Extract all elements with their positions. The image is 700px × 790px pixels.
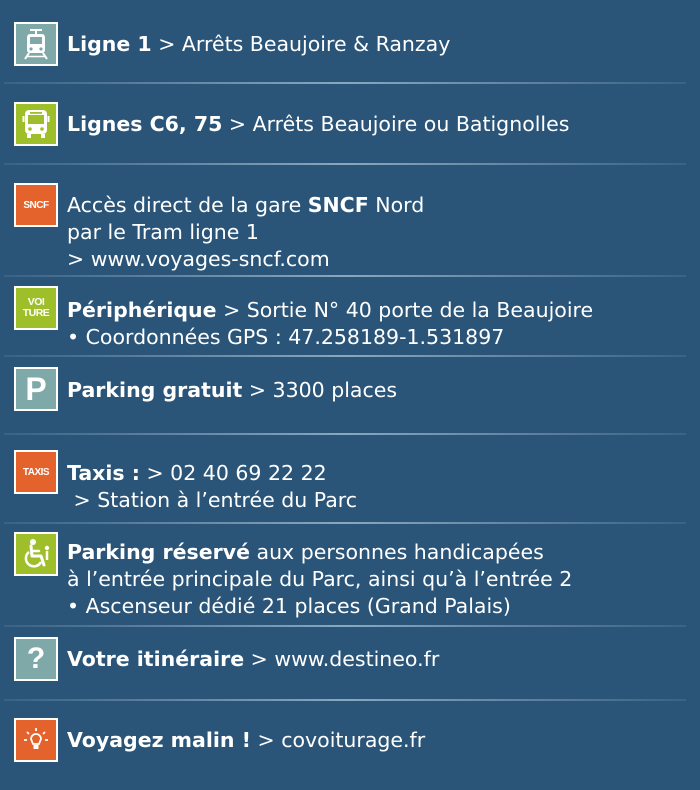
- info-text: [67, 539, 692, 620]
- separator: [4, 163, 686, 165]
- info-title: Ligne 1: [67, 32, 152, 56]
- info-text: [67, 727, 692, 754]
- info-row-taxi: [14, 450, 692, 512]
- wheelchair-icon: [14, 532, 58, 576]
- info-link[interactable]: > covoiturage.fr: [251, 728, 426, 752]
- car-label-1: VOI: [27, 296, 45, 308]
- separator: [4, 522, 686, 524]
- info-text: [67, 31, 692, 58]
- info-detail: à l’entrée principale du Parc, ainsi qu’à l’entrée 2: [67, 567, 573, 591]
- info-title: Périphérique: [67, 298, 217, 322]
- info-title: Parking réservé: [67, 540, 250, 564]
- info-row-bus: [14, 102, 692, 146]
- info-title: Parking gratuit: [67, 378, 243, 402]
- taxi-icon: [14, 450, 58, 494]
- info-detail: > Arrêts Beaujoire & Ranzay: [151, 32, 451, 56]
- sncf-icon: [14, 183, 58, 227]
- info-text: [67, 297, 692, 351]
- info-title: SNCF: [307, 193, 369, 217]
- info-link[interactable]: > www.voyages-sncf.com: [67, 247, 330, 271]
- info-row-accessibility: [14, 532, 692, 618]
- info-title: Taxis :: [67, 461, 140, 485]
- info-detail: > 02 40 69 22 22: [139, 461, 327, 485]
- lightbulb-icon: [14, 718, 58, 762]
- info-detail: > Arrêts Beaujoire ou Batignolles: [222, 112, 570, 136]
- info-text: [67, 646, 692, 673]
- info-detail: > 3300 places: [242, 378, 398, 402]
- info-title: Lignes C6, 75: [67, 112, 223, 136]
- info-detail: • Ascenseur dédié 21 places (Grand Palais): [67, 594, 511, 618]
- info-title: Votre itinéraire: [67, 647, 245, 671]
- separator: [4, 433, 686, 435]
- info-link[interactable]: > www.destineo.fr: [244, 647, 440, 671]
- sncf-logo-text: SNCF: [23, 199, 49, 211]
- car-label-2: TURE: [22, 307, 50, 319]
- info-detail: aux personnes handicapées: [249, 540, 544, 564]
- info-row-parking: [14, 367, 692, 411]
- info-row-car: [14, 286, 692, 349]
- bus-icon: [14, 102, 58, 146]
- info-detail: > Sortie N° 40 porte de la Beaujoire: [216, 298, 594, 322]
- info-title: Voyagez malin !: [67, 728, 251, 752]
- separator: [4, 275, 686, 277]
- info-row-itinerary: [14, 637, 692, 681]
- tram-icon: [14, 22, 58, 66]
- info-text: [67, 192, 692, 273]
- info-detail: Nord: [368, 193, 425, 217]
- separator: [4, 699, 686, 701]
- info-detail: par le Tram ligne 1: [67, 220, 259, 244]
- question-mark: ?: [26, 642, 46, 675]
- separator: [4, 82, 686, 84]
- info-detail: > Station à l’entrée du Parc: [67, 488, 358, 512]
- info-detail: • Coordonnées GPS : 47.258189-1.531897: [67, 325, 505, 349]
- question-icon: [14, 637, 58, 681]
- info-text: [67, 377, 692, 404]
- info-row-sncf: [14, 183, 692, 271]
- info-detail: Accès direct de la gare: [67, 193, 308, 217]
- taxi-label: TAXIS: [22, 466, 50, 478]
- separator: [4, 355, 686, 357]
- info-text: [67, 111, 692, 138]
- info-text: [67, 460, 692, 514]
- parking-icon: [14, 367, 58, 411]
- parking-letter: P: [25, 371, 47, 407]
- car-icon: [14, 286, 58, 330]
- separator: [4, 625, 686, 627]
- info-row-tram: [14, 22, 692, 66]
- info-row-carpool: [14, 718, 692, 762]
